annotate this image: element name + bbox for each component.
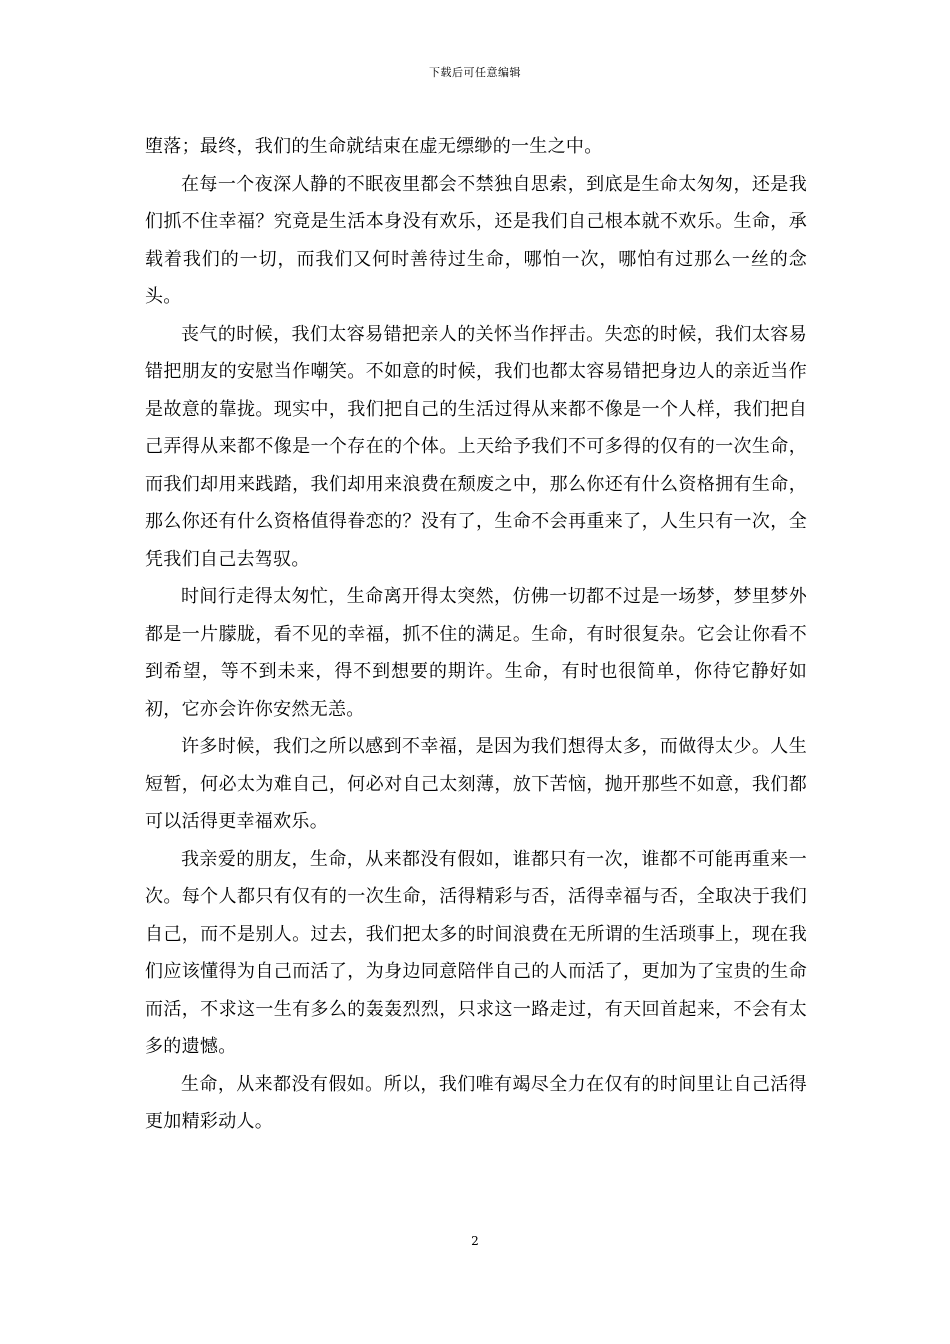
paragraph: 时间行走得太匆忙，生命离开得太突然，仿佛一切都不过是一场梦，梦里梦外都是一片朦胧，看不见的幸福，抓不住的满足。生命，有时很复杂。它会让你看不到希望，等不到未来，得不到想要的期许。生命，有时也很简单，你待它静好如初，它亦会许你安然无恙。	[145, 586, 807, 720]
paragraph: 丧气的时候，我们太容易错把亲人的关怀当作抨击。失恋的时候，我们太容易错把朋友的安慰当作嘲笑。不如意的时候，我们也都太容易错把身边人的亲近当作是故意的靠拢。现实中，我们把自己的生活过得从来都不像是一个人样，我们把自己弄得从来都不像是一个存在的个体。上天给予我们不可多得的仅有的一次生命，而我们却用来践踏，我们却用来浪费在颓废之中，那么你还有什么资格拥有生命，那么你还有什么资格值得眷恋的？没有了，生命不会再重来了，人生只有一次，全凭我们自己去驾驭。	[145, 323, 807, 570]
paragraph-continuation: 堕落；最终，我们的生命就结束在虚无缥缈的一生之中。	[145, 136, 603, 157]
paragraph: 在每一个夜深人静的不眠夜里都会不禁独自思索，到底是生命太匆匆，还是我们抓不住幸福？究竟是生活本身没有欢乐，还是我们自己根本就不欢乐。生命，承载着我们的一切，而我们又何时善待过生命，哪怕一次，哪怕有过那么一丝的念头。	[145, 173, 807, 307]
page-header-note: 下载后可任意编辑	[429, 66, 521, 79]
document-body	[145, 128, 807, 1141]
page-number: 2	[471, 1234, 479, 1248]
paragraph: 生命，从来都没有假如。所以，我们唯有竭尽全力在仅有的时间里让自己活得更加精彩动人。	[145, 1073, 807, 1132]
paragraph: 许多时候，我们之所以感到不幸福，是因为我们想得太多，而做得太少。人生短暂，何必太为难自己，何必对自己太刻薄，放下苦恼，抛开那些不如意，我们都可以活得更幸福欢乐。	[145, 736, 807, 832]
paragraph: 我亲爱的朋友，生命，从来都没有假如，谁都只有一次，谁都不可能再重来一次。每个人都只有仅有的一次生命，活得精彩与否，活得幸福与否，全取决于我们自己，而不是别人。过去，我们把太多的时间浪费在无所谓的生活琐事上，现在我们应该懂得为自己而活了，为身边同意陪伴自己的人而活了，更加为了宝贵的生命而活，不求这一生有多么的轰轰烈烈，只求这一路走过，有天回首起来，不会有太多的遗憾。	[145, 848, 807, 1057]
